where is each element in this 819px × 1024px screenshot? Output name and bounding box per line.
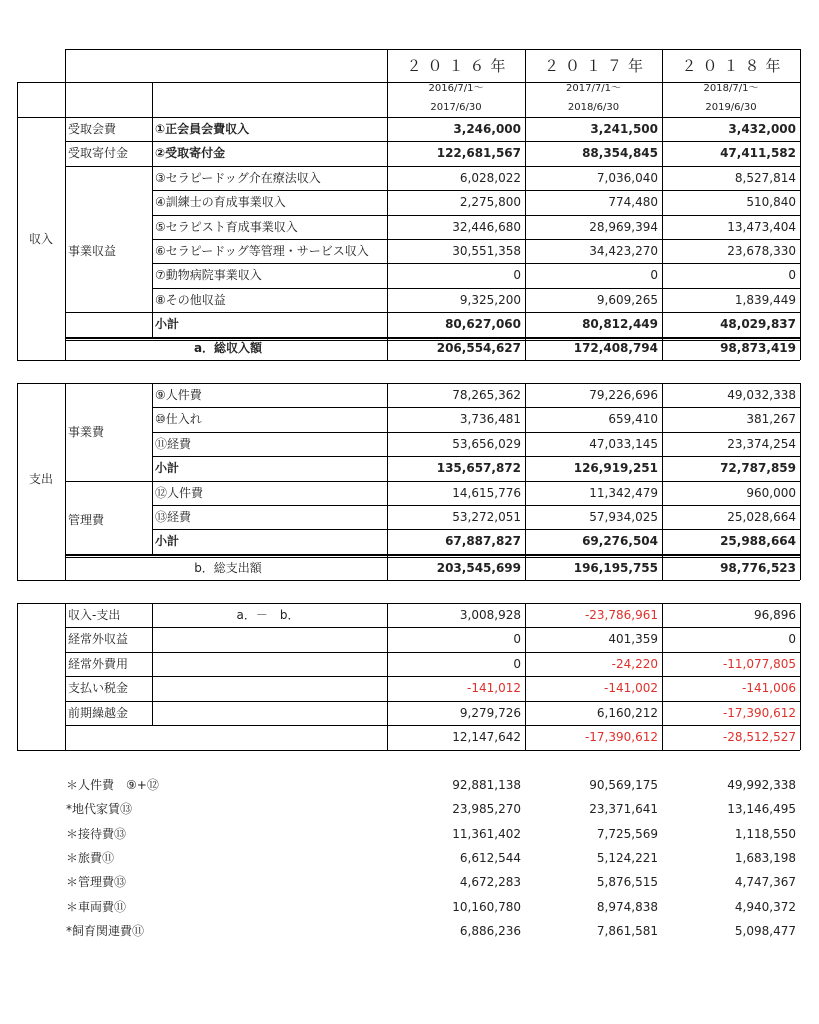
grid-line xyxy=(800,603,801,750)
grid-line xyxy=(17,603,18,750)
balance-label: 経常外費用 xyxy=(68,657,129,671)
cell-value: 5,876,515 xyxy=(596,875,658,889)
cell-value: 172,408,794 xyxy=(573,341,658,355)
grid-line xyxy=(662,117,663,360)
cell-value: 401,359 xyxy=(608,632,658,646)
grid-line xyxy=(387,117,388,360)
cell-value: 12,147,642 xyxy=(452,730,521,744)
balance-label: 収入-支出 xyxy=(68,608,121,622)
grid-line xyxy=(152,505,800,506)
cell-value: 0 xyxy=(650,268,658,282)
cell-value: 49,032,338 xyxy=(727,388,796,402)
cell-value: 23,374,254 xyxy=(727,437,796,451)
income-item: ③セラピードッグ介在療法収入 xyxy=(155,171,321,185)
grid-line xyxy=(65,49,800,50)
cell-value: -24,220 xyxy=(611,657,658,671)
expense-item: ⑪経費 xyxy=(155,437,192,451)
grid-line xyxy=(65,701,800,702)
year-label: ２０１６年 xyxy=(406,57,512,75)
grid-line xyxy=(17,117,800,118)
cell-value: 30,551,358 xyxy=(452,244,521,258)
note-label: ＊人件費 ⑨+⑫ xyxy=(66,778,159,792)
period-end: 2019/6/30 xyxy=(705,102,757,113)
cell-value: -17,390,612 xyxy=(722,706,796,720)
cell-value: -11,077,805 xyxy=(722,657,796,671)
period-start: 2016/7/1～ xyxy=(428,83,484,94)
cell-value: 8,527,814 xyxy=(734,171,796,185)
grid-line xyxy=(662,383,663,580)
cell-value: 6,160,212 xyxy=(596,706,658,720)
balance-label: 前期繰越金 xyxy=(68,706,129,720)
year-label: ２０１８年 xyxy=(681,57,787,75)
grid-line xyxy=(65,554,800,556)
grid-line xyxy=(17,82,18,117)
cell-value: 96,896 xyxy=(754,608,796,622)
income-category: 受取会費 xyxy=(68,122,117,136)
year-label: ２０１７年 xyxy=(543,57,649,75)
cell-value: 23,985,270 xyxy=(452,802,521,816)
grid-line xyxy=(152,117,153,337)
grid-line xyxy=(17,750,800,751)
cell-value: -17,390,612 xyxy=(584,730,658,744)
cell-value: 3,241,500 xyxy=(590,122,658,136)
grid-line xyxy=(152,456,800,457)
cell-value: -23,786,961 xyxy=(584,608,658,622)
grid-line xyxy=(152,383,153,554)
cell-value: 774,480 xyxy=(608,195,658,209)
cell-value: 67,887,827 xyxy=(445,534,521,548)
cell-value: 659,410 xyxy=(608,412,658,426)
cell-value: 11,342,479 xyxy=(589,486,658,500)
cell-value: -141,002 xyxy=(604,681,658,695)
grid-line xyxy=(152,82,153,117)
note-label: *地代家賃⑬ xyxy=(66,802,133,816)
cell-value: 0 xyxy=(513,268,521,282)
expense-item: ⑫人件費 xyxy=(155,486,204,500)
balance-formula: a．－ b． xyxy=(236,608,300,622)
grid-line xyxy=(152,215,800,216)
income-item: ⑤セラピスト育成事業収入 xyxy=(155,220,298,234)
cell-value: 4,940,372 xyxy=(734,900,796,914)
grid-line xyxy=(525,117,526,360)
cell-value: 9,325,200 xyxy=(459,293,521,307)
grid-line xyxy=(152,407,800,408)
cell-value: 13,473,404 xyxy=(727,220,796,234)
income-item: ⑧その他収益 xyxy=(155,293,226,307)
cell-value: 25,988,664 xyxy=(720,534,796,548)
cell-value: 381,267 xyxy=(746,412,796,426)
cell-value: 0 xyxy=(788,632,796,646)
cell-value: 79,226,696 xyxy=(589,388,658,402)
cell-value: 98,776,523 xyxy=(720,561,796,575)
cell-value: 48,029,837 xyxy=(720,317,796,331)
period-end: 2017/6/30 xyxy=(430,102,482,113)
period-end: 2018/6/30 xyxy=(567,102,620,113)
grid-line xyxy=(17,603,65,604)
cell-value: 3,008,928 xyxy=(459,608,521,622)
expense-item: 小計 xyxy=(155,461,180,475)
cell-value: 8,974,838 xyxy=(596,900,658,914)
balance-label: 支払い税金 xyxy=(68,681,129,695)
grid-line xyxy=(65,166,800,167)
grid-line xyxy=(17,383,65,384)
note-label: ＊管理費⑬ xyxy=(66,875,127,889)
cell-value: 4,672,283 xyxy=(459,875,521,889)
cell-value: 49,992,338 xyxy=(727,778,796,792)
income-category: 事業収益 xyxy=(68,244,117,258)
cell-value: 47,033,145 xyxy=(589,437,658,451)
note-label: ＊接待費⑬ xyxy=(66,827,127,841)
cell-value: 196,195,755 xyxy=(573,561,658,575)
cell-value: 11,361,402 xyxy=(452,827,521,841)
cell-value: 1,683,198 xyxy=(734,851,796,865)
grid-line xyxy=(65,627,800,628)
cell-value: 32,446,680 xyxy=(452,220,521,234)
cell-value: 34,423,270 xyxy=(589,244,658,258)
period-start: 2017/7/1～ xyxy=(566,83,621,94)
grid-line xyxy=(152,263,800,264)
grid-line xyxy=(387,49,388,117)
cell-value: 80,627,060 xyxy=(445,317,521,331)
grid-line xyxy=(152,432,800,433)
cell-value: 1,839,449 xyxy=(734,293,796,307)
cell-value: 9,609,265 xyxy=(596,293,658,307)
period-start: 2018/7/1～ xyxy=(703,83,759,94)
grid-line xyxy=(525,383,526,580)
cell-value: 3,246,000 xyxy=(453,122,521,136)
grid-line xyxy=(65,725,800,726)
grid-line xyxy=(65,383,800,384)
grid-line xyxy=(65,481,800,482)
grid-line xyxy=(65,312,800,313)
cell-value: 57,934,025 xyxy=(589,510,658,524)
grid-line xyxy=(17,383,18,580)
cell-value: 5,124,221 xyxy=(596,851,658,865)
cell-value: 1,118,550 xyxy=(734,827,796,841)
cell-value: 6,612,544 xyxy=(459,851,521,865)
income-item: ⑦動物病院事業収入 xyxy=(155,268,262,282)
grid-line xyxy=(65,652,800,653)
grid-line xyxy=(65,557,800,558)
income-item: ②受取寄付金 xyxy=(155,146,226,160)
cell-value: 90,569,175 xyxy=(589,778,658,792)
grid-line xyxy=(65,676,800,677)
cell-value: 47,411,582 xyxy=(720,146,796,160)
cell-value: 2,275,800 xyxy=(459,195,521,209)
cell-value: 14,615,776 xyxy=(452,486,521,500)
grid-line xyxy=(525,603,526,750)
income-item: ①正会員会費収入 xyxy=(155,122,250,136)
cell-value: 23,371,641 xyxy=(589,802,658,816)
cell-value: -28,512,527 xyxy=(722,730,796,744)
income-category: 受取寄付金 xyxy=(68,146,129,160)
cell-value: 0 xyxy=(513,657,521,671)
note-label: *飼育関連費⑪ xyxy=(66,924,145,938)
cell-value: 10,160,780 xyxy=(452,900,521,914)
grid-line xyxy=(525,49,526,117)
grid-line xyxy=(152,603,153,725)
cell-value: 80,812,449 xyxy=(582,317,658,331)
grid-line xyxy=(800,383,801,580)
cell-value: 0 xyxy=(788,268,796,282)
cell-value: 13,146,495 xyxy=(727,802,796,816)
cell-value: 9,279,726 xyxy=(459,706,521,720)
grid-line xyxy=(65,603,66,750)
cell-value: -141,012 xyxy=(467,681,521,695)
cell-value: 28,969,394 xyxy=(589,220,658,234)
cell-value: 126,919,251 xyxy=(573,461,658,475)
income-item: 小計 xyxy=(155,317,180,331)
cell-value: 203,545,699 xyxy=(436,561,521,575)
cell-value: 78,265,362 xyxy=(452,388,521,402)
cell-value: 92,881,138 xyxy=(452,778,521,792)
cell-value: 98,873,419 xyxy=(720,341,796,355)
expense-total-label: b．総支出額 xyxy=(194,561,262,575)
cell-value: 135,657,872 xyxy=(436,461,521,475)
cell-value: 72,787,859 xyxy=(720,461,796,475)
cell-value: 3,432,000 xyxy=(728,122,796,136)
balance-label: 経常外収益 xyxy=(68,632,129,646)
grid-line xyxy=(662,49,663,117)
cell-value: 510,840 xyxy=(746,195,796,209)
cell-value: 23,678,330 xyxy=(727,244,796,258)
grid-line xyxy=(152,239,800,240)
grid-line xyxy=(65,141,800,142)
income-section-label: 収入 xyxy=(28,232,53,246)
expense-item: ⑬経費 xyxy=(155,510,192,524)
grid-line xyxy=(65,383,66,580)
cell-value: 5,098,477 xyxy=(734,924,796,938)
cell-value: 4,747,367 xyxy=(734,875,796,889)
note-label: ＊旅費⑪ xyxy=(66,851,115,865)
grid-line xyxy=(800,49,801,117)
cell-value: 6,886,236 xyxy=(459,924,521,938)
cell-value: 53,272,051 xyxy=(452,510,521,524)
cell-value: 3,736,481 xyxy=(459,412,521,426)
cell-value: 53,656,029 xyxy=(452,437,521,451)
income-item: ⑥セラピードッグ等管理・サービス収入 xyxy=(155,244,369,258)
note-label: ＊車両費⑪ xyxy=(66,900,127,914)
cell-value: 0 xyxy=(513,632,521,646)
expense-item: 小計 xyxy=(155,534,180,548)
cell-value: 7,725,569 xyxy=(596,827,658,841)
grid-line xyxy=(17,580,800,581)
grid-line xyxy=(17,360,800,361)
grid-line xyxy=(17,117,18,360)
cell-value: 25,028,664 xyxy=(727,510,796,524)
grid-line xyxy=(152,288,800,289)
grid-line xyxy=(387,603,388,750)
cell-value: 206,554,627 xyxy=(436,341,521,355)
grid-line xyxy=(800,117,801,360)
expense-business-label: 事業費 xyxy=(68,425,105,439)
grid-line xyxy=(65,49,66,117)
cell-value: 7,036,040 xyxy=(596,171,658,185)
cell-value: 6,028,022 xyxy=(459,171,521,185)
cell-value: 69,276,504 xyxy=(582,534,658,548)
cell-value: 88,354,845 xyxy=(582,146,658,160)
grid-line xyxy=(387,383,388,580)
expense-section-label: 支出 xyxy=(28,472,53,486)
cell-value: 7,861,581 xyxy=(596,924,658,938)
grid-line xyxy=(65,337,800,339)
expense-item: ⑩仕入れ xyxy=(155,412,202,426)
income-total-label: a．総収入額 xyxy=(193,341,263,355)
expense-admin-label: 管理費 xyxy=(68,513,105,527)
cell-value: -141,006 xyxy=(742,681,796,695)
cell-value: 960,000 xyxy=(746,486,796,500)
expense-item: ⑨人件費 xyxy=(155,388,202,402)
grid-line xyxy=(152,529,800,530)
grid-line xyxy=(65,603,800,604)
income-item: ④訓練士の育成事業収入 xyxy=(155,195,286,209)
grid-line xyxy=(152,190,800,191)
cell-value: 122,681,567 xyxy=(436,146,521,160)
grid-line xyxy=(662,603,663,750)
grid-line xyxy=(65,117,66,360)
